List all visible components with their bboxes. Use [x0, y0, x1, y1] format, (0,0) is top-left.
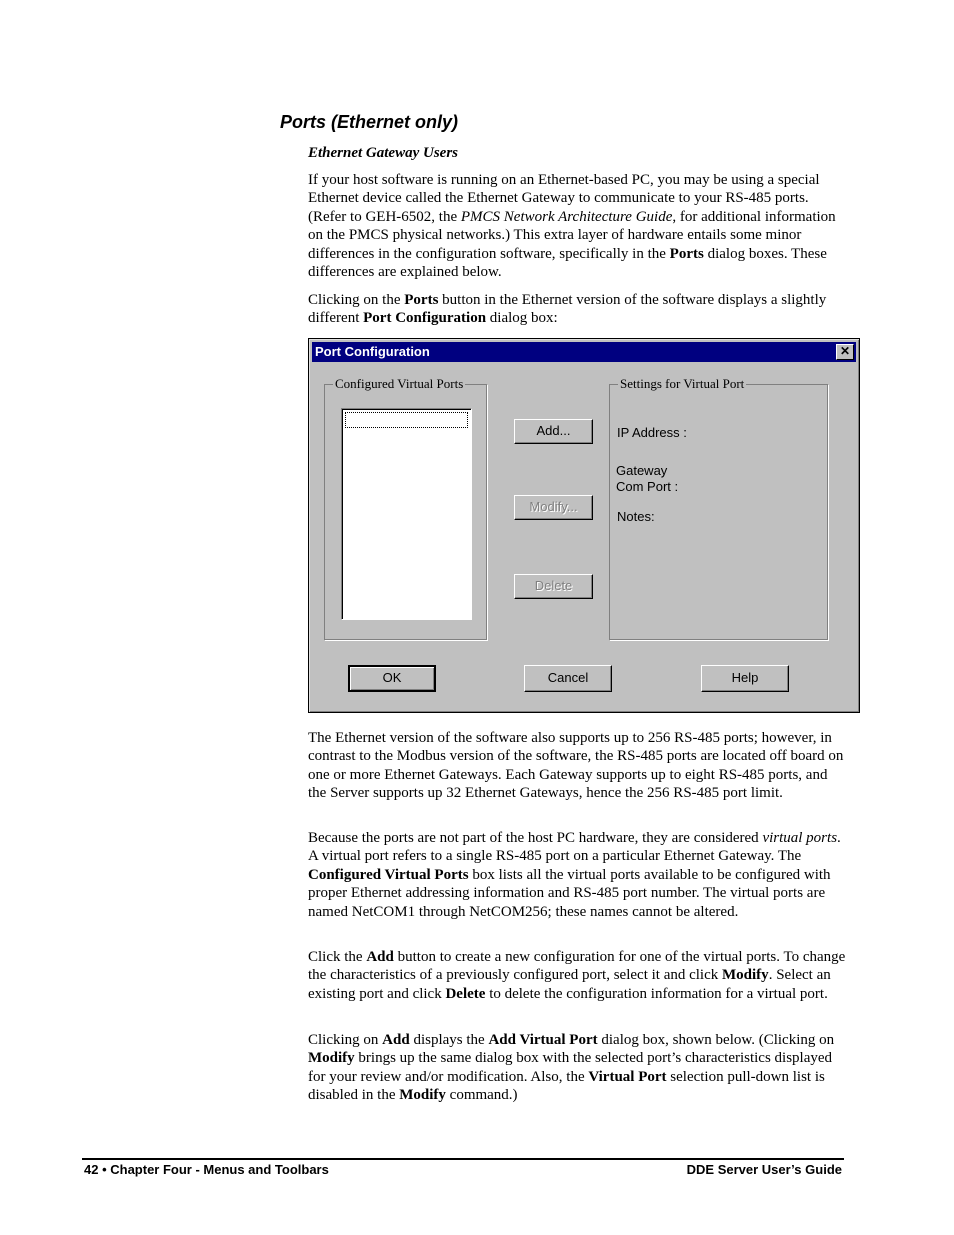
configured-virtual-ports-label: Configured Virtual Ports — [335, 376, 464, 391]
delete-button[interactable]: Delete — [514, 574, 593, 599]
paragraph-ethernet-version: The Ethernet version of the software also supports up to 256 RS-485 ports; however, in contrast to the Modbus version of the software, the RS-485 ports are located off board on one or more Ethernet Gateways. Each Gateway supports up to eight RS-485 ports, and the Server supports up 32 Ethernet Gateways, hence the 256 RS-485 port limit. — [308, 730, 844, 802]
footer-rule — [82, 1158, 844, 1160]
footer-guide-title: DDE Server User’s Guide — [686, 1162, 842, 1177]
footer-page-chapter: 42 • Chapter Four - Menus and Toolbars — [84, 1162, 329, 1177]
subsection-heading: Ethernet Gateway Users — [308, 145, 458, 161]
close-icon[interactable]: ✕ — [836, 344, 854, 360]
dialog-title: Port Configuration — [315, 344, 430, 359]
configured-virtual-ports-list[interactable] — [341, 408, 472, 620]
section-heading: Ports (Ethernet only) — [280, 112, 459, 132]
dialog-title-bar — [312, 342, 856, 362]
paragraph-virtual-ports: Because the ports are not part of the host PC hardware, they are considered virtual ports. A virtual port refers to a single RS-485 port on a particular Ethernet Gateway. The Configured Virtual Ports box lists all the virtual ports available to be configured with proper Ethernet addressing information and RS-485 port number. The virtual ports are named NetCOM1 through NetCOM256; these names cannot be altered. — [308, 830, 841, 920]
ip-address-label: IP Address : — [617, 425, 687, 440]
gateway-label: Gateway — [616, 463, 668, 478]
help-button[interactable]: Help — [701, 665, 789, 692]
add-button[interactable]: Add... — [514, 419, 593, 444]
paragraph-add-virtual-port: Clicking on Add displays the Add Virtual Port dialog box, shown below. (Clicking on Modify brings up the same dialog box with the selected port’s characteristics displayed for your review and/or modification. Also, the Virtual Port selection pull-down list is disabled in the Modify command.) — [308, 1032, 835, 1104]
notes-label: Notes: — [617, 509, 655, 524]
ok-button[interactable]: OK — [348, 665, 436, 692]
modify-button[interactable]: Modify... — [514, 495, 593, 520]
cancel-button[interactable]: Cancel — [524, 665, 612, 692]
com-port-label: Com Port : — [616, 479, 679, 494]
paragraph-intro: If your host software is running on an Ethernet-based PC, you may be using a special Ethernet device called the Ethernet Gateway to communicate to your RS-485 ports. (Refer to GEH-6502, the PMCS Network Architecture Guide, for additional information on the PMCS physical networks.) This extra layer of hardware entails some minor differences in the configuration software, specifically in the Ports dialog boxes. These differences are explained below. — [308, 172, 836, 281]
paragraph-add-modify-delete: Click the Add button to create a new configuration for one of the virtual ports. To change the characteristics of a previously configured port, select it and click Modify. Select an existing port and click Delete to delete the configuration information for a virtual port. — [308, 949, 846, 1002]
paragraph-ports-button: Clicking on the Ports button in the Ethernet version of the software displays a slightly different Port Configuration dialog box: — [308, 292, 827, 327]
list-focus-item[interactable] — [345, 412, 468, 428]
settings-virtual-port-label: Settings for Virtual Port — [620, 376, 745, 391]
